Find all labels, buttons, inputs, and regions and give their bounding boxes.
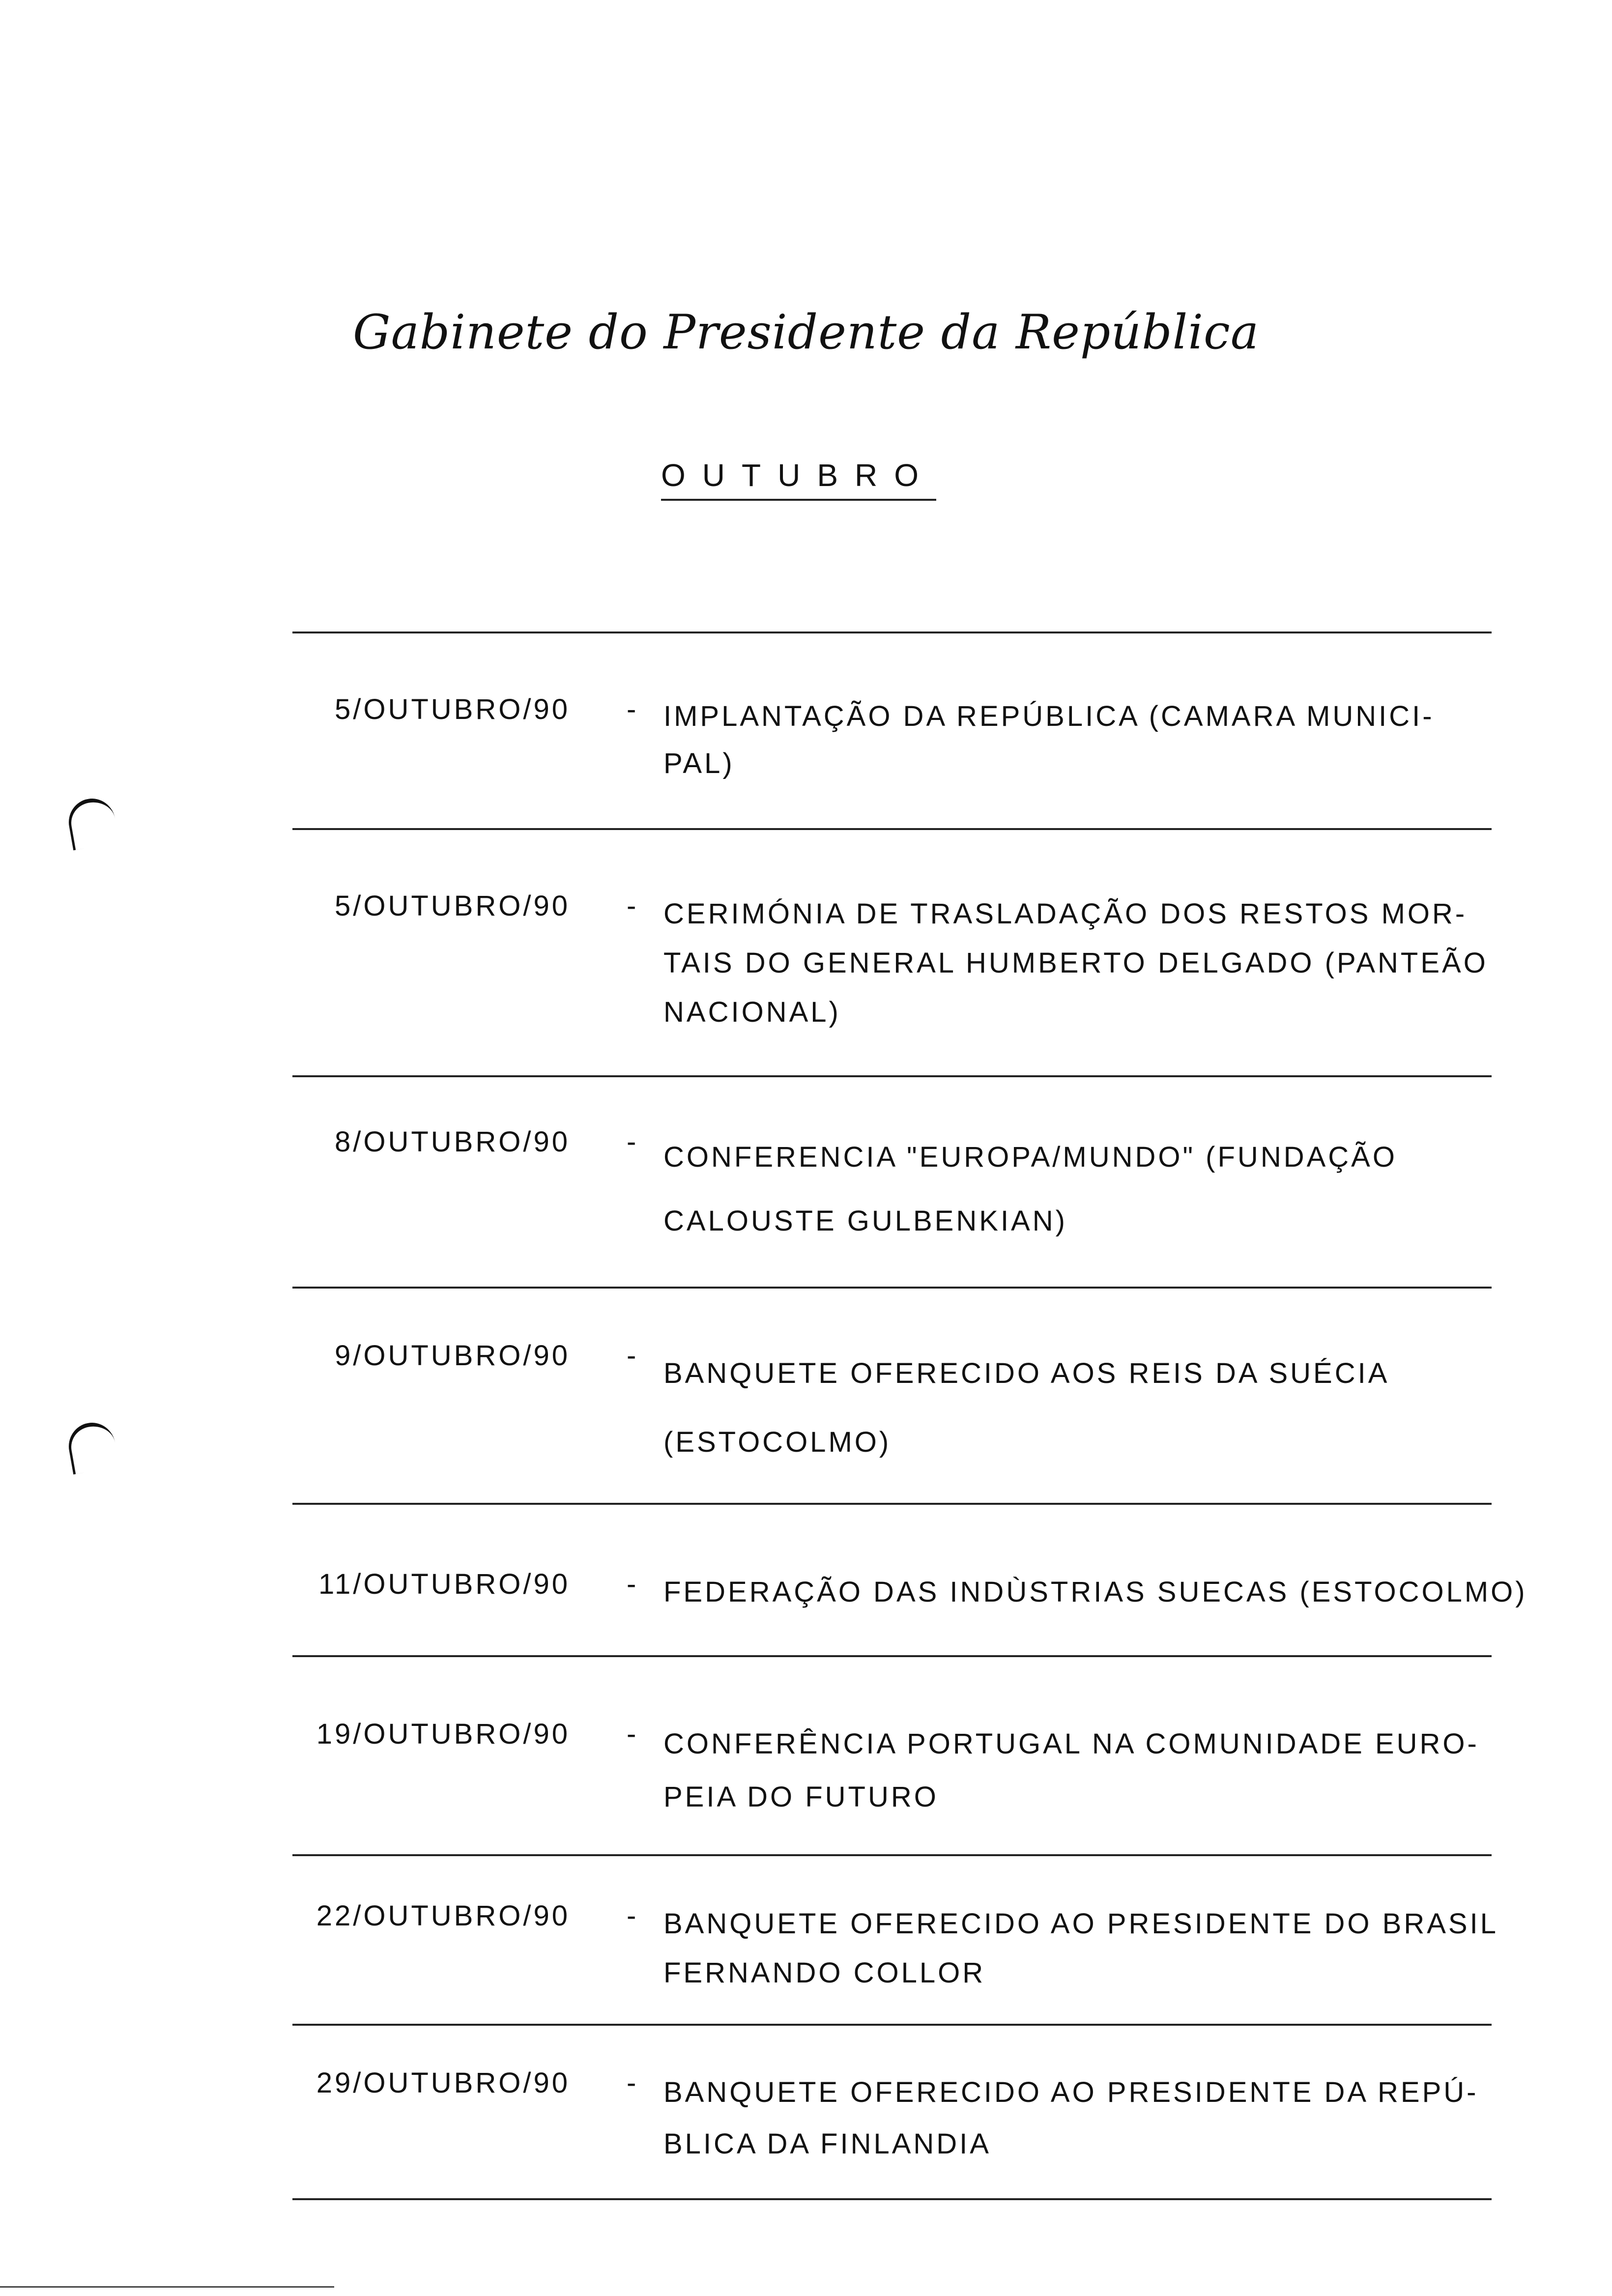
- event-date: 19/OUTUBRO/90: [316, 1718, 570, 1750]
- event-dash: -: [627, 1568, 636, 1600]
- event-description-line: FERNANDO COLLOR: [663, 1957, 986, 1989]
- page-edge-line: [0, 2286, 334, 2288]
- event-description: [663, 1339, 1509, 1477]
- event-description-line: CONFERENCIA "EUROPA/MUNDO" (FUNDAÇÃO: [663, 1141, 1397, 1173]
- event-dash: -: [627, 2067, 636, 2099]
- event-description: [663, 1899, 1509, 1998]
- month-title-underline: [661, 499, 936, 501]
- divider-rule: [292, 2198, 1492, 2200]
- divider-rule: [292, 828, 1492, 830]
- event-description-line: TAIS DO GENERAL HUMBERTO DELGADO (PANTEÃO: [663, 947, 1488, 979]
- divider-rule: [292, 2024, 1492, 2026]
- letterhead: Gabinete do Presidente da República: [352, 305, 1260, 360]
- event-date: 29/OUTUBRO/90: [316, 2067, 570, 2099]
- month-title: OUTUBRO: [661, 458, 935, 493]
- divider-rule: [292, 1075, 1492, 1077]
- event-description-line: (ESTOCOLMO): [663, 1426, 892, 1458]
- event-description-line: FEDERAÇÃO DAS INDÙSTRIAS SUECAS (ESTOCOLMO): [663, 1576, 1527, 1608]
- event-dash: -: [627, 1340, 636, 1372]
- event-dash: -: [627, 1900, 636, 1932]
- event-description: [663, 693, 1509, 787]
- event-date: 11/OUTUBRO/90: [318, 1568, 570, 1600]
- event-description-line: PEIA DO FUTURO: [663, 1781, 939, 1813]
- event-date: 8/OUTUBRO/90: [335, 1126, 570, 1158]
- event-dash: -: [627, 693, 636, 725]
- event-description-line: BLICA DA FINLANDIA: [663, 2128, 991, 2160]
- divider-rule: [292, 1655, 1492, 1657]
- binder-hole-mark: [65, 795, 119, 850]
- event-description-line: BANQUETE OFERECIDO AO PRESIDENTE DO BRASIL: [663, 1908, 1498, 1940]
- event-dash: -: [627, 1126, 636, 1158]
- event-description: [663, 1568, 1527, 1617]
- event-description: [663, 1718, 1509, 1824]
- event-description-line: CERIMÓNIA DE TRASLADAÇÃO DOS RESTOS MOR-: [663, 898, 1468, 930]
- event-description-line: PAL): [663, 747, 735, 779]
- event-dash: -: [627, 890, 636, 922]
- event-description-line: IMPLANTAÇÃO DA REPÚBLICA (CAMARA MUNICI-: [663, 700, 1435, 732]
- event-date: 22/OUTUBRO/90: [316, 1900, 570, 1932]
- divider-rule: [292, 1854, 1492, 1856]
- event-description: [663, 1125, 1509, 1253]
- event-date: 5/OUTUBRO/90: [335, 693, 570, 725]
- event-description-line: CALOUSTE GULBENKIAN): [663, 1205, 1067, 1237]
- event-dash: -: [627, 1718, 636, 1750]
- divider-rule: [292, 1503, 1492, 1505]
- event-date: 9/OUTUBRO/90: [335, 1340, 570, 1372]
- event-date: 5/OUTUBRO/90: [335, 890, 570, 922]
- divider-rule: [292, 631, 1492, 633]
- binder-hole-mark: [65, 1419, 119, 1474]
- event-description-line: NACIONAL): [663, 996, 841, 1028]
- divider-rule: [292, 1287, 1492, 1289]
- event-description: [663, 2066, 1509, 2170]
- event-description: [663, 890, 1509, 1037]
- event-description-line: BANQUETE OFERECIDO AOS REIS DA SUÉCIA: [663, 1357, 1390, 1389]
- event-description-line: CONFERÊNCIA PORTUGAL NA COMUNIDADE EURO-: [663, 1728, 1479, 1760]
- event-description-line: BANQUETE OFERECIDO AO PRESIDENTE DA REPÚ-: [663, 2076, 1479, 2108]
